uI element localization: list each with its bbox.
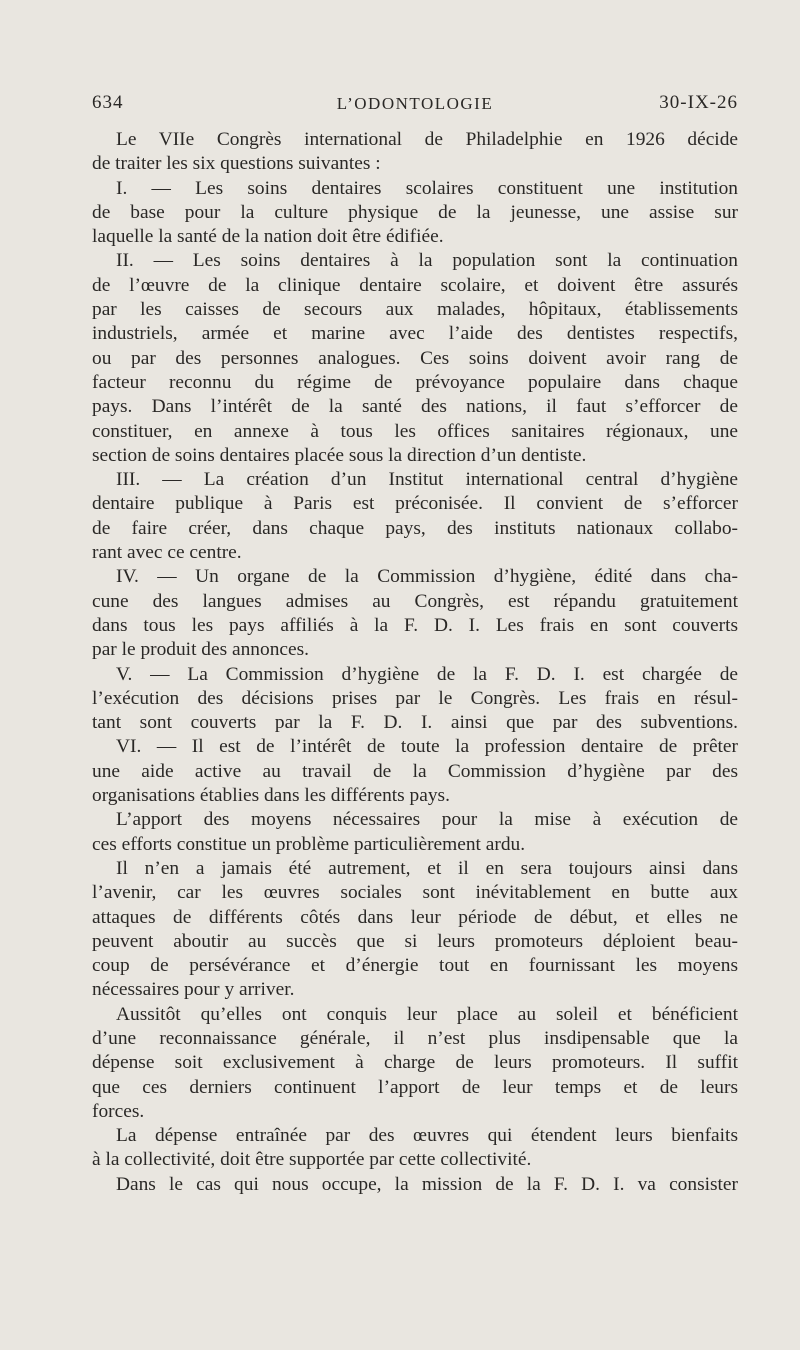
running-head: [92, 92, 738, 120]
text-line: de l’œuvre de la clinique dentaire scolaire, et doivent être assurés: [92, 274, 738, 296]
text-line: organisations établies dans les différents pays.: [92, 785, 450, 807]
text-line: l’exécution des décisions prises par le Congrès. Les frais en résul-: [92, 687, 738, 709]
text-line: forces.: [92, 1100, 145, 1122]
text-line: III. — La création d’un Institut international central d’hygiène: [116, 469, 738, 491]
text-line: d’une reconnaissance générale, il n’est plus insdipensable que la: [92, 1027, 738, 1049]
text-line: pays. Dans l’intérêt de la santé des nations, il faut s’efforcer de: [92, 396, 738, 418]
text-line: de faire créer, dans chaque pays, des instituts nationaux collabo-: [92, 517, 738, 539]
text-line: constituer, en annexe à tous les offices sanitaires régionaux, une: [92, 420, 738, 442]
text-line: section de soins dentaires placée sous la direction d’un dentiste.: [92, 444, 587, 466]
text-line: que ces derniers continuent l’apport de leur temps et de leurs: [92, 1076, 738, 1098]
text-line: par les caisses de secours aux malades, hôpitaux, établissements: [92, 299, 738, 321]
text-line: coup de persévérance et d’énergie tout en fournissant les moyens: [92, 955, 738, 977]
text-line: La dépense entraînée par des œuvres qui étendent leurs bienfaits: [116, 1125, 738, 1147]
text-line: l’avenir, car les œuvres sociales sont inévitablement en butte aux: [92, 882, 738, 904]
text-line: rant avec ce centre.: [92, 542, 242, 564]
text-line: ou par des personnes analogues. Ces soins doivent avoir rang de: [92, 347, 738, 369]
text-line: tant sont couverts par la F. D. I. ainsi que par des subventions.: [92, 712, 738, 734]
text-line: ces efforts constitue un problème particulièrement ardu.: [92, 833, 526, 855]
text-line: peuvent aboutir au succès que si leurs promoteurs déploient beau-: [92, 930, 738, 952]
page-number: 634: [92, 92, 124, 113]
text-line: I. — Les soins dentaires scolaires constituent une institution: [116, 177, 738, 199]
text-line: nécessaires pour y arriver.: [92, 979, 295, 1001]
text-line: de traiter les six questions suivantes :: [92, 153, 381, 175]
text-line: cune des langues admises au Congrès, est répandu gratuitement: [92, 590, 738, 612]
text-line: attaques de différents côtés dans leur période de début, et elles ne: [92, 906, 738, 928]
text-line: IV. — Un organe de la Commission d’hygiène, édité dans cha-: [116, 566, 738, 588]
text-line: L’apport des moyens nécessaires pour la mise à exécution de: [116, 809, 738, 831]
text-line: Aussitôt qu’elles ont conquis leur place au soleil et bénéficient: [116, 1003, 738, 1025]
text-line: de base pour la culture physique de la jeunesse, une assise sur: [92, 201, 738, 223]
text-line: à la collectivité, doit être supportée par cette collectivité.: [92, 1149, 532, 1171]
text-line: facteur reconnu du régime de prévoyance populaire dans chaque: [92, 371, 738, 393]
text-line: laquelle la santé de la nation doit être édifiée.: [92, 226, 444, 248]
text-line: V. — La Commission d’hygiène de la F. D. I. est chargée de: [116, 663, 738, 685]
journal-title: L’ODONTOLOGIE: [336, 94, 494, 113]
text-line: par le produit des annonces.: [92, 639, 309, 661]
text-line: industriels, armée et marine avec l’aide des dentistes respectifs,: [92, 323, 738, 345]
body-text: [92, 128, 738, 1197]
text-line: VI. — Il est de l’intérêt de toute la profession dentaire de prêter: [116, 736, 738, 758]
text-line: Dans le cas qui nous occupe, la mission de la F. D. I. va consister: [116, 1173, 738, 1195]
text-line: II. — Les soins dentaires à la population sont la continuation: [116, 250, 738, 272]
text-line: dépense soit exclusivement à charge de leurs promoteurs. Il suffit: [92, 1052, 738, 1074]
text-line: Le VIIe Congrès international de Philadelphie en 1926 décide: [116, 129, 738, 150]
issue-date: 30-IX-26: [659, 92, 738, 113]
text-line: une aide active au travail de la Commission d’hygiène par des: [92, 760, 738, 782]
text-line: dans tous les pays affiliés à la F. D. I. Les frais en sont couverts: [92, 614, 738, 636]
text-line: Il n’en a jamais été autrement, et il en sera toujours ainsi dans: [116, 857, 738, 879]
text-line: dentaire publique à Paris est préconisée. Il convient de s’efforcer: [92, 493, 738, 515]
